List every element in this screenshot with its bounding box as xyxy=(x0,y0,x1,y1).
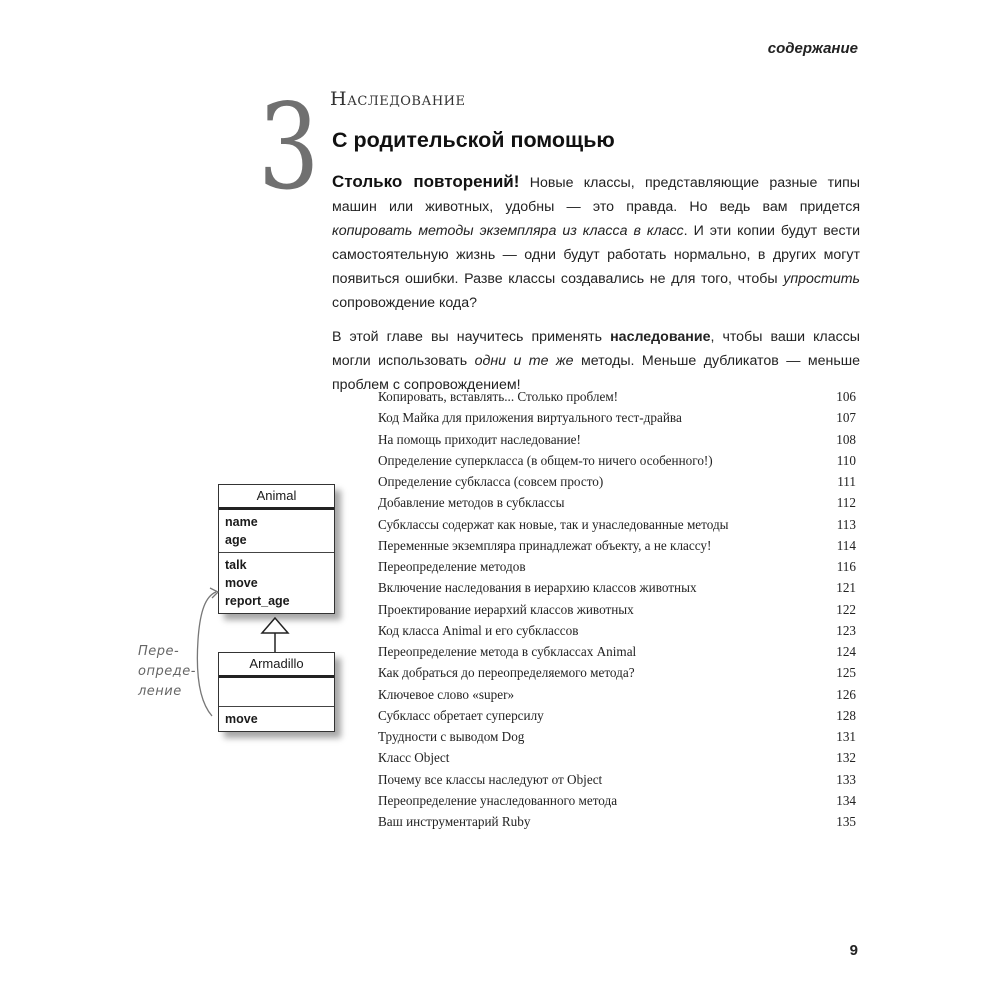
annotation-line: опреде- xyxy=(138,664,196,679)
chapter-title: С родительской помощью xyxy=(332,128,615,152)
intro-text: сопровождение кода? xyxy=(332,295,477,311)
class-name: Animal xyxy=(219,485,334,510)
toc-entry-page: 128 xyxy=(836,707,856,723)
running-head: содержание xyxy=(767,40,858,57)
override-curve xyxy=(197,592,216,716)
class-attributes xyxy=(219,678,334,707)
toc-entry-page: 135 xyxy=(836,814,856,829)
toc-entry-page: 111 xyxy=(837,474,856,489)
toc-entry[interactable] xyxy=(378,620,856,641)
intro-text: Новые классы, представляющие разные типы машин или животных, удобны — это правда. Но ведь вам придется xyxy=(332,175,860,215)
annotation-line: Пере- xyxy=(138,644,180,659)
intro-emphasis: копировать методы экземпляра из класса в класс xyxy=(332,223,684,239)
method: report_age xyxy=(225,594,290,608)
toc-entry[interactable] xyxy=(378,747,856,768)
toc-entry-page: 110 xyxy=(836,452,856,468)
intro-emphasis: одни и те же xyxy=(474,353,574,369)
toc-entry[interactable] xyxy=(378,811,856,832)
attribute: age xyxy=(225,533,247,547)
inheritance-arrow xyxy=(0,0,400,760)
chapter-intro xyxy=(332,170,860,397)
toc-entry-page: 126 xyxy=(836,686,856,702)
chapter-number: 3 xyxy=(258,78,320,216)
toc-entry-title: Переменные экземпляра принадлежат объекту, а не классу! xyxy=(378,537,712,553)
intro-strong: наследование xyxy=(610,329,711,345)
toc-entry[interactable] xyxy=(378,492,856,513)
toc-entry-title: Проектирование иерархий классов животных xyxy=(378,601,634,617)
toc-entry[interactable] xyxy=(378,429,856,450)
toc-entry-page: 124 xyxy=(836,644,856,659)
intro-paragraph-1 xyxy=(332,170,860,315)
toc-entry-title: Субклассы содержат как новые, так и унаследованные методы xyxy=(378,516,729,532)
toc-entry-title: Трудности с выводом Dog xyxy=(378,729,525,744)
toc-entry[interactable] xyxy=(378,514,856,535)
toc-entry[interactable] xyxy=(378,535,856,556)
annotation-line: ление xyxy=(138,684,182,699)
toc-entry[interactable] xyxy=(378,386,856,407)
toc-entry-page: 123 xyxy=(836,622,856,638)
toc-entry-title: Почему все классы наследуют от Object xyxy=(378,771,603,787)
toc-entry-page: 113 xyxy=(836,516,856,532)
inheritance-triangle-icon xyxy=(262,618,288,633)
toc-entry[interactable] xyxy=(378,450,856,471)
toc-entry[interactable] xyxy=(378,556,856,577)
intro-text: В этой главе вы научитесь применять xyxy=(332,329,611,345)
toc-entry-title: Ваш инструментарий Ruby xyxy=(378,814,531,829)
toc-entry-title: Копировать, вставлять... Столько проблем! xyxy=(378,389,619,404)
toc-entry-title: Добавление методов в субклассы xyxy=(378,495,565,511)
class-name: Armadillo xyxy=(219,653,334,678)
class-box-armadillo xyxy=(218,652,335,732)
toc-entry[interactable] xyxy=(378,599,856,620)
toc-entry-title: На помощь приходит наследование! xyxy=(378,431,581,447)
toc-entry-page: 132 xyxy=(836,750,856,766)
intro-text: . И эти копии будут вести самостоятельную жизнь — одни будут работать нормально, в других могут появиться ошибки. Разве классы создавались не для того, чтобы xyxy=(332,223,860,287)
class-methods xyxy=(219,707,334,731)
toc-entry[interactable] xyxy=(378,684,856,705)
toc-entry-page: 133 xyxy=(836,771,856,787)
method: move xyxy=(225,712,258,726)
toc-entry-page: 134 xyxy=(836,792,856,808)
method: move xyxy=(225,576,258,590)
toc-entry-title: Код класса Animal и его субклассов xyxy=(378,622,579,638)
toc-entry-title: Определение суперкласса (в общем-то ничего особенного!) xyxy=(378,452,713,468)
toc-entry-title: Класс Object xyxy=(378,750,450,766)
toc-entry-title: Переопределение методов xyxy=(378,559,526,574)
toc-entry[interactable] xyxy=(378,407,856,428)
override-annotation xyxy=(138,642,196,702)
page-number: 9 xyxy=(849,942,858,959)
toc-entry[interactable] xyxy=(378,662,856,683)
table-of-contents xyxy=(378,386,856,832)
toc-entry-page: 121 xyxy=(836,580,856,596)
toc-entry[interactable] xyxy=(378,790,856,811)
toc-entry-title: Ключевое слово «super» xyxy=(378,686,515,702)
intro-emphasis: упростить xyxy=(783,271,860,287)
chapter-kicker: Наследование xyxy=(330,88,466,110)
toc-entry[interactable] xyxy=(378,769,856,790)
toc-entry-title: Переопределение унаследованного метода xyxy=(378,792,618,808)
toc-entry-page: 122 xyxy=(836,601,856,617)
attribute: name xyxy=(225,515,258,529)
toc-entry[interactable] xyxy=(378,471,856,492)
toc-entry[interactable] xyxy=(378,577,856,598)
toc-entry-page: 112 xyxy=(836,495,856,511)
toc-entry-page: 116 xyxy=(836,559,856,574)
method: talk xyxy=(225,558,247,572)
toc-entry[interactable] xyxy=(378,726,856,747)
toc-entry-page: 131 xyxy=(836,729,856,744)
intro-text: , чтобы ваши классы могли использовать xyxy=(332,329,860,369)
toc-entry[interactable] xyxy=(378,705,856,726)
toc-entry-page: 114 xyxy=(836,537,856,553)
toc-entry-page: 125 xyxy=(836,665,856,681)
toc-entry-title: Определение субкласса (совсем просто) xyxy=(378,474,604,489)
toc-entry-page: 107 xyxy=(836,410,856,426)
intro-text: методы. Меньше дубликатов — меньше проблем с сопровождением! xyxy=(332,353,860,393)
toc-entry-page: 106 xyxy=(836,389,856,404)
toc-entry-title: Код Майка для приложения виртуального тест-драйва xyxy=(378,410,682,426)
toc-entry-title: Переопределение метода в субклассах Animal xyxy=(378,644,637,659)
toc-entry-title: Субкласс обретает суперсилу xyxy=(378,707,544,723)
intro-lead: Столько повторений! xyxy=(332,172,520,191)
toc-entry-page: 108 xyxy=(836,431,856,447)
toc-entry-title: Включение наследования в иерархию классов животных xyxy=(378,580,697,596)
toc-entry-title: Как добраться до переопределяемого метода? xyxy=(378,665,635,681)
toc-entry[interactable] xyxy=(378,641,856,662)
